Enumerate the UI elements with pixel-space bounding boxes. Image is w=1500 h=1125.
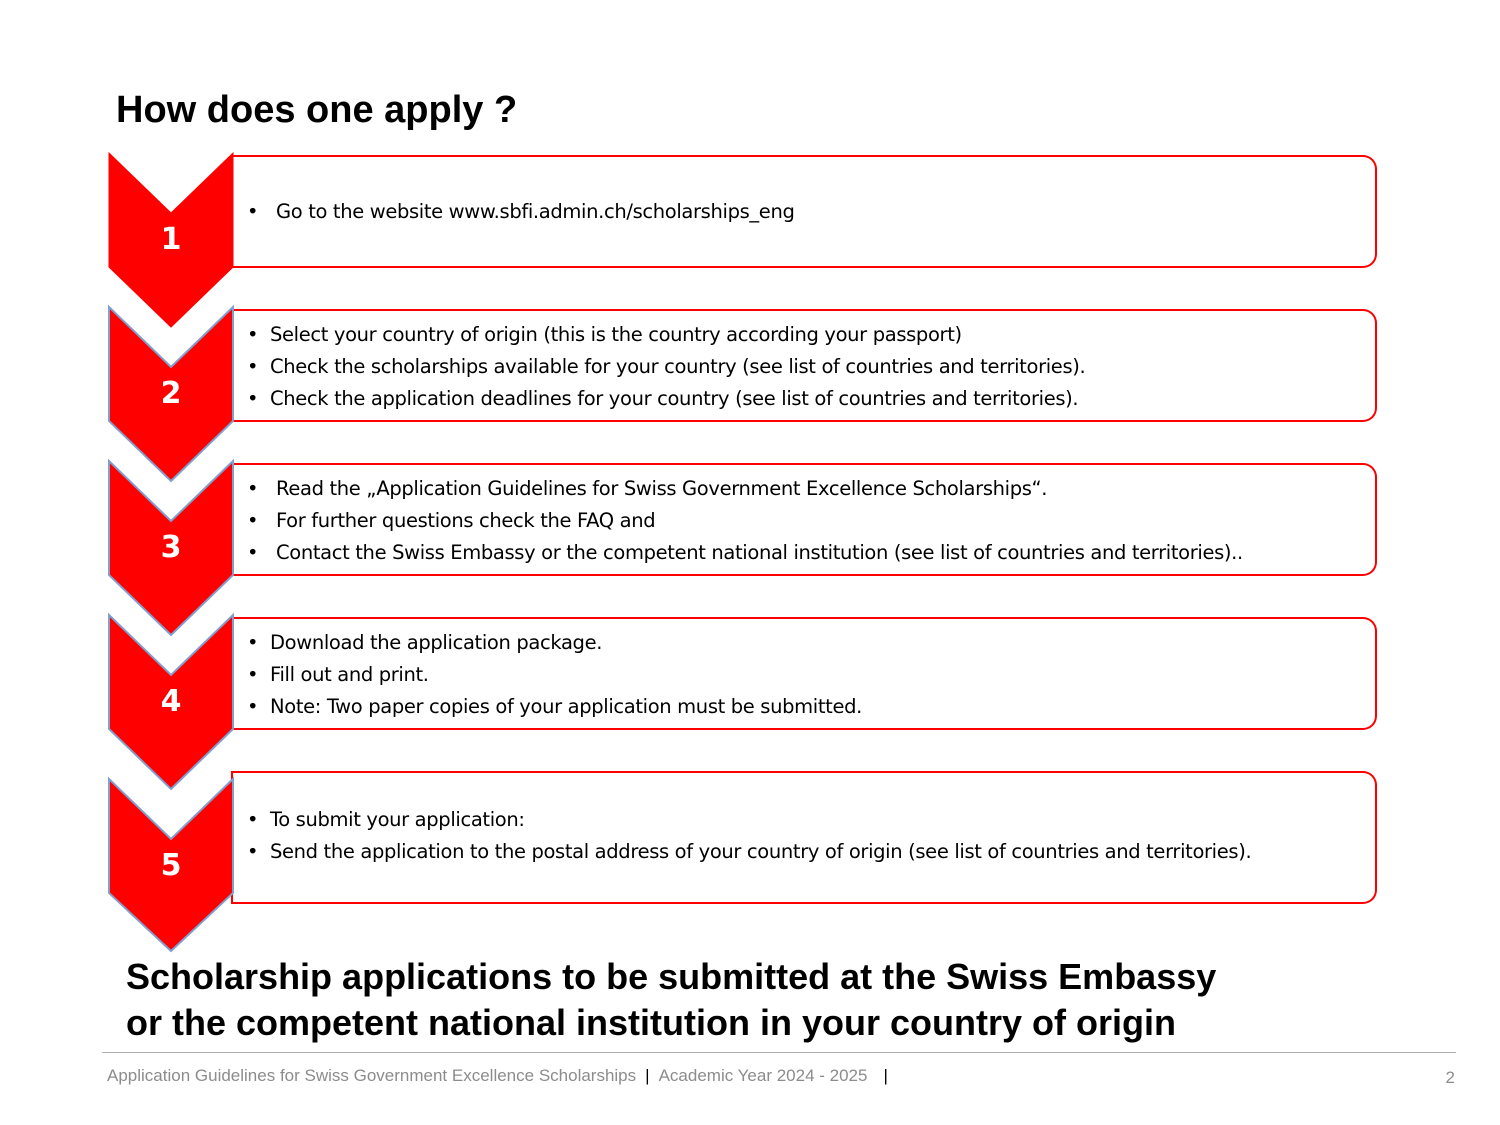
step-number: 4 bbox=[160, 684, 182, 719]
bullet-text: Check the application deadlines for your country (see list of countries and territories). bbox=[270, 387, 1079, 410]
bullet-icon: • bbox=[247, 509, 259, 532]
step-number: 3 bbox=[160, 530, 182, 565]
step-number: 2 bbox=[160, 376, 182, 411]
bullet-text: Go to the website www.sbfi.admin.ch/scholarships_eng bbox=[276, 200, 795, 223]
step-bullet-list bbox=[247, 627, 1365, 723]
bullet-icon: • bbox=[247, 355, 259, 378]
step-bullet-list bbox=[247, 804, 1365, 868]
bullet-text: Read the „Application Guidelines for Swiss Government Excellence Scholarships“. bbox=[276, 477, 1048, 500]
bullet-item bbox=[247, 691, 1365, 723]
step-content-box bbox=[231, 155, 1377, 268]
footer-academic-year: Academic Year 2024 - 2025 bbox=[658, 1066, 868, 1085]
bullet-item bbox=[247, 659, 1365, 691]
bullet-icon: • bbox=[247, 840, 259, 863]
step-bullet-list bbox=[247, 196, 1365, 228]
bullet-icon: • bbox=[247, 808, 259, 831]
footer-separator: | bbox=[883, 1066, 888, 1085]
step-bullet-list bbox=[247, 473, 1365, 569]
bullet-text: Fill out and print. bbox=[270, 663, 429, 686]
bullet-item bbox=[247, 804, 1365, 836]
bullet-item bbox=[247, 383, 1365, 415]
bullet-icon: • bbox=[247, 200, 259, 223]
step-bullet-list bbox=[247, 319, 1365, 415]
bullet-icon: • bbox=[247, 663, 259, 686]
step-content-box bbox=[231, 617, 1377, 730]
bullet-icon: • bbox=[247, 323, 259, 346]
bullet-item bbox=[247, 196, 1365, 228]
bullet-item bbox=[247, 505, 1365, 537]
step-content-box bbox=[231, 463, 1377, 576]
bullet-item bbox=[247, 836, 1365, 868]
bullet-text: Send the application to the postal address of your country of origin (see list of countries and territories). bbox=[270, 840, 1252, 863]
submission-note bbox=[126, 954, 1216, 1046]
bullet-text: Contact the Swiss Embassy or the competent national institution (see list of countries and territories).. bbox=[276, 541, 1243, 564]
bullet-text: Note: Two paper copies of your application must be submitted. bbox=[270, 695, 862, 718]
bullet-text: Select your country of origin (this is the country according your passport) bbox=[270, 323, 962, 346]
footer-doc-title: Application Guidelines for Swiss Government Excellence Scholarships bbox=[107, 1066, 637, 1085]
bullet-icon: • bbox=[247, 695, 259, 718]
bullet-icon: • bbox=[247, 541, 259, 564]
footer bbox=[107, 1066, 897, 1086]
bullet-item bbox=[247, 319, 1365, 351]
bullet-item bbox=[247, 473, 1365, 505]
bullet-icon: • bbox=[247, 387, 259, 410]
bullet-icon: • bbox=[247, 477, 259, 500]
submission-note-line-1: Scholarship applications to be submitted at the Swiss Embassy bbox=[126, 956, 1217, 997]
bullet-item bbox=[247, 627, 1365, 659]
step-number: 1 bbox=[160, 222, 182, 257]
page-number: 2 bbox=[1445, 1068, 1455, 1087]
bullet-text: For further questions check the FAQ and bbox=[276, 509, 656, 532]
bullet-item bbox=[247, 351, 1365, 383]
step-content-box bbox=[231, 309, 1377, 422]
bullet-item bbox=[247, 537, 1365, 569]
page-title: How does one apply ? bbox=[116, 89, 518, 131]
bullet-text: Check the scholarships available for your country (see list of countries and territories). bbox=[270, 355, 1086, 378]
step-content-box bbox=[231, 771, 1377, 904]
footer-divider bbox=[102, 1052, 1456, 1053]
bullet-text: Download the application package. bbox=[270, 631, 603, 654]
bullet-text: To submit your application: bbox=[270, 808, 525, 831]
footer-separator: | bbox=[645, 1066, 650, 1085]
submission-note-line-2: or the competent national institution in your country of origin bbox=[126, 1002, 1176, 1043]
bullet-icon: • bbox=[247, 631, 259, 654]
step-number: 5 bbox=[160, 848, 182, 883]
